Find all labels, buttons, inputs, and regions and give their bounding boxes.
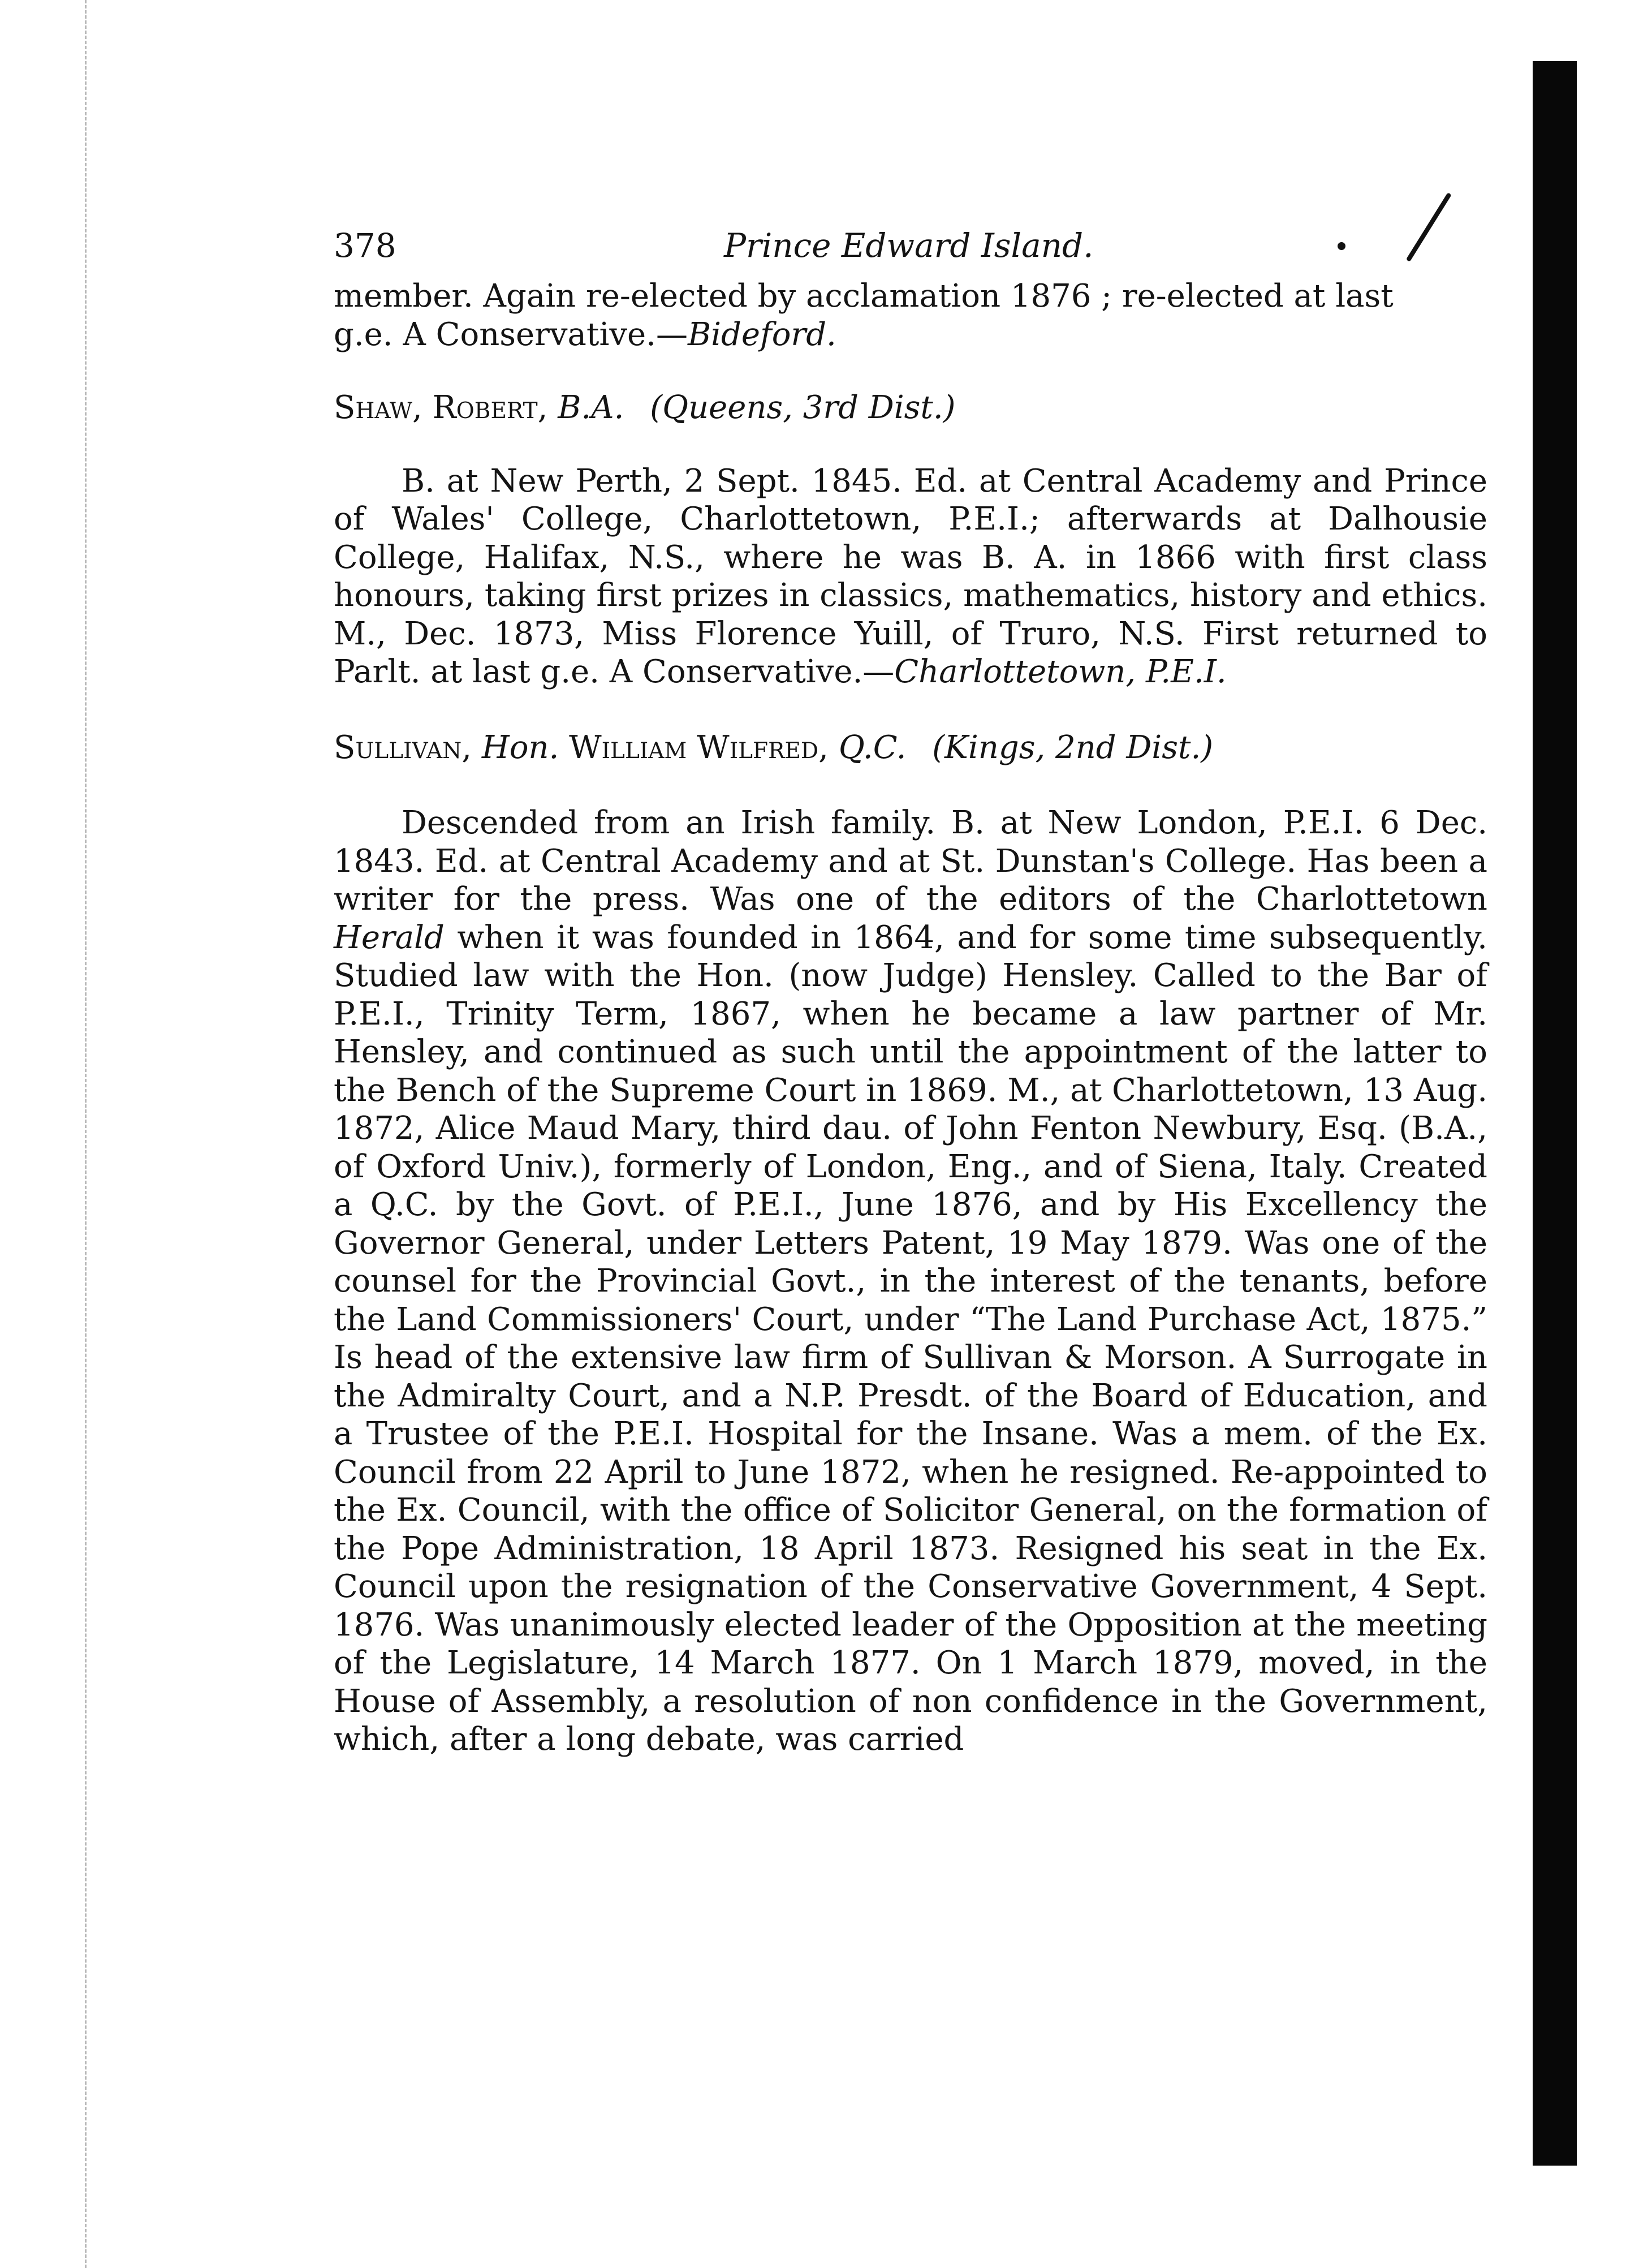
entry-body-text: B. at New Perth, 2 Sept. 1845. Ed. at Central Academy and Prince of Wales' College, Charlottetown, P.E.I.; afterwards at Dalhousie College, Halifax, N.S., where he was B. A. in 1866 with first class honours, taking first prizes in classics, mathematics, history and ethics. M., Dec. 1873, Miss Florence Yuill, of Truro, N.S. First returned to Parlt. at last g.e. A Conservative.— [334,462,1487,690]
continuation-line-2: g.e. A Conservative. [334,316,656,353]
entry-heading-shaw [334,389,1487,427]
running-head [334,226,1487,277]
running-title: Prince Edward Island. [724,226,1094,265]
entry-newspaper: Herald [334,919,445,956]
entry-surname: Shaw, Robert, [334,389,548,426]
continuation-paragraph: member. Again re-elected by acclamation 1876 ; re-elected at last g.e. A Conservative.—Bideford. [334,278,1394,353]
entry-district: (Queens, 3rd Dist.) [650,389,956,426]
scan-edge-shadow [85,0,90,2268]
entry-body-sullivan [334,804,1487,1759]
entry-degree: B.A. [558,389,624,426]
scan-binding-bar [1533,61,1577,2166]
page-number: 378 [334,226,396,265]
entry-heading-sullivan [334,729,1487,767]
continuation-constituency: Bideford. [687,316,836,353]
entry-honorific: Hon. [481,729,559,766]
entry-body-shaw [334,462,1487,691]
entry-given-names: William Wilfred, [569,729,829,766]
continuation-line-1: member. Again re-elected by acclamation 1876 ; re-elected at last [334,278,1394,315]
entry-body-text-part2: when it was founded in 1864, and for some time subsequently. Studied law with the Hon. (now Judge) Hensley. Called to the Bar of P.E.I., Trinity Term, 1867, when he became a law partner of Mr. Hensley, and continued as such until the appointment of the latter to the Bench of the Supreme Court in 1869. M., at Charlottetown, 13 Aug. 1872, Alice Maud Mary, third dau. of John Fenton Newbury, Esq. (B.A., of Oxford Univ.), formerly of London, Eng., and of Siena, Italy. Created a Q.C. by the Govt. of P.E.I., June 1876, and by His Excellency the Governor General, under Letters Patent, 19 May 1879. Was one of the counsel for the Provincial Govt., in the interest of the tenants, before the Land Commissioners' Court, under “The Land Purchase Act, 1875.” Is head of the extensive law firm of Sullivan & Morson. A Surrogate in the Admiralty Court, and a N.P. Presdt. of the Board of Education, and a Trustee of the P.E.I. Hospital for the Insane. Was a mem. of the Ex. Council from 22 April to June 1872, when he resigned. Re-appointed to the Ex. Council, with the office of Solicitor General, on the formation of the Pope Administration, 18 April 1873. Resigned his seat in the Ex. Council upon the resignation of the Conservative Government, 4 Sept. 1876. Was unanimously elected leader of the Opposition at the meeting of the Legislature, 14 March 1877. On 1 March 1879, moved, in the House of Assembly, a resolution of non confidence in the Government, which, after a long debate, was carried [334,919,1487,1758]
entry-district: (Kings, 2nd Dist.) [932,729,1214,766]
entry-surname: Sullivan, [334,729,472,766]
bullet-mark [1338,242,1345,250]
entry-body-text-part1: Descended from an Irish family. B. at New London, P.E.I. 6 Dec. 1843. Ed. at Central Academy and at St. Dunstan's College. Has been a writer for the press. Was one of the editors of the Charlottetown [334,804,1487,918]
document-page [334,226,1487,1759]
entry-body-place: Charlottetown, P.E.I. [894,653,1227,690]
entry-qualification: Q.C. [838,729,907,766]
